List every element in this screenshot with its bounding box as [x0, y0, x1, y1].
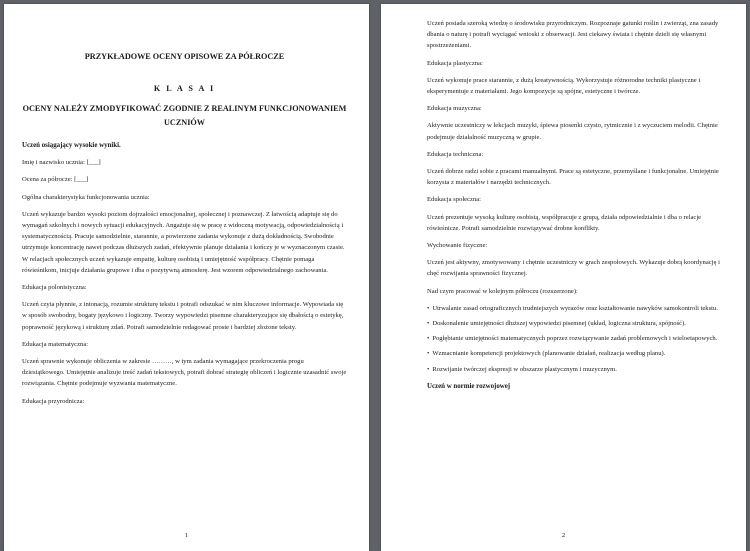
social-education-label: Edukacja społeczna: — [427, 196, 482, 204]
semester-grade-field: Ocena za półrocze: [___] — [22, 176, 89, 184]
math-education-text: Uczeń sprawnie wykonuje obliczenia w zakresie ………, w tym zadania wymagające przekroczenia progu dziesiątkowego. Umiejętnie analizuje treść zadań tekstowych, potrafi dobrać strategię obliczeń i logicznie uzasadnić swoje rozwiązania. Chętnie podejmuje wyzwania matematyczne. — [22, 358, 347, 388]
goal-item: • Wzmacnianie kompetencji projektowych (planowanie działań, realizacja według planu). — [427, 350, 666, 358]
bullet-icon: • — [427, 320, 430, 328]
document-title: PRZYKŁADOWE OCENY OPISOWE ZA PÓŁROCZE — [84, 52, 285, 61]
bullet-icon: • — [427, 350, 430, 358]
music-education-text: Aktywnie uczestniczy w lekcjach muzyki, śpiewa piosenki czysto, rytmicznie i z wyczuciem melodii. Chętnie podejmuje działalność muzyczną w grupie. — [427, 122, 718, 141]
bullet-icon: • — [427, 304, 430, 312]
art-education-label: Edukacja plastyczna: — [427, 59, 483, 67]
bullet-icon: • — [427, 335, 430, 343]
nature-education-label: Edukacja przyrodnicza: — [22, 397, 85, 405]
goal-item: • Pogłębianie umiejętności matematycznych poprzez rozwiązywanie zadań problemowych i wieloetapowych. — [427, 335, 718, 343]
document-page-1 — [4, 4, 369, 551]
polish-education-label: Edukacja polonistyczna: — [22, 284, 87, 292]
physical-education-label: Wychowanie fizyczne: — [427, 242, 488, 250]
page-number: 1 — [184, 532, 189, 539]
polish-education-text: Uczeń czyta płynnie, z intonacją, rozumie strukturę tekstu i potrafi odszukać w nim kluczowe informacje. Wypowiada się w sposób swobodny, bogaty językowo i logiczny. Tworzy wypowiedzi pisemne charakteryzujące się dbałością o estetykę, poprawność językową i strukturę zdań. Potrafi samodzielnie redagować proste i bardziej złożone teksty. — [22, 301, 344, 331]
next-semester-label: Nad czym pracować w kolejnym półroczu (rozszerzone): — [427, 287, 578, 295]
art-education-text: Uczeń wykonuje prace starannie, z dużą kreatywnością. Wykorzystuje różnorodne techniki plastyczne i eksperymentuje z materiałami. Jego kompozycje są spójne, estetyczne i twórcze. — [427, 76, 701, 96]
section-heading: Uczeń osiągający wysokie wyniki. — [22, 142, 121, 149]
class-heading: K L A S A I — [153, 84, 216, 93]
math-education-label: Edukacja matematyczna: — [22, 340, 89, 348]
general-characteristics-label: Ogólna charakterystyka funkcjonowania ucznia: — [22, 193, 150, 201]
section-heading-normal-development: Uczeń w normie rozwojowej — [427, 382, 511, 390]
document-subtitle: OCENY NALEŻY ZMODYFIKOWAĆ ZGODNIE Z REALINYM FUNKCJONOWANIEM UCZNIÓW — [22, 104, 347, 127]
technical-education-text: Uczeń dobrze radzi sobie z pracami manualnymi. Prace są estetyczne, przemyślane i funkcjonalne. Umiejętnie korzysta z materiałów i narzędzi technicznych. — [427, 168, 719, 187]
music-education-label: Edukacja muzyczna: — [427, 105, 482, 113]
document-page-2 — [381, 4, 746, 551]
goal-item: • Rozwijanie twórczej ekspresji w obszarze plastycznym i muzycznym. — [427, 365, 617, 373]
goals-list — [427, 303, 724, 375]
goal-item: • Doskonalenie umiejętności dłuższej wypowiedzi pisemnej (układ, logiczna struktura, spójność). — [427, 320, 686, 328]
nature-education-text: Uczeń posiada szeroką wiedzę o środowisku przyrodniczym. Rozpoznaje gatunki roślin i zwierząt, zna zasady dbania o naturę i potrafi wyciągać wnioski z obserwacji. Jest ciekawy świata i chętnie dzieli się własnymi spostrzeżeniami. — [427, 20, 719, 50]
page-number: 2 — [561, 532, 566, 539]
technical-education-label: Edukacja techniczna: — [427, 150, 484, 158]
bullet-icon: • — [427, 365, 430, 373]
page-2-content — [427, 18, 724, 398]
page-1-content — [22, 50, 347, 413]
general-characteristics-text-1: Uczeń wykazuje bardzo wysoki poziom dojrzałości emocjonalnej, społecznej i poznawczej. Z łatwością adaptuje się do wymagań szkolnych i nowych sytuacji edukacyjnych. Angażuje się w pracę z widoczną motywacją, odpowiedzialnością i systematycznością. Pracuje samodzielnie, starannie, a powierzone zadania wykonuje z dużą dokładnością. Swobodnie utrzymuje koncentrację nawet podczas dłuższych zadań, efektywnie planuje działania i kończy je w wyznaczonym czasie. — [22, 210, 345, 252]
student-name-field: Imię i nazwisko ucznia: [___] — [22, 159, 101, 167]
social-education-text: Uczeń prezentuje wysoką kulturę osobistą, współpracuje z grupą, działa odpowiedzialnie i dba o relacje rówieśnicze. Potrafi samodzielnie rozwiązywać drobne konflikty. — [427, 213, 702, 232]
goal-item: • Utrwalanie zasad ortograficznych trudniejszych wyrazów oraz kształtowanie nawyków samokontroli tekstu. — [427, 304, 718, 312]
general-characteristics-text-2: W relacjach społecznych uczeń wykazuje empatię, kulturę osobistą i umiejętność współpracy. Chętnie pomaga rówieśnikom, inicjuje działania grupowe i dba o pozytywną atmosferę. Jest wzorem odpowiedzialnego zachowania. — [22, 255, 328, 274]
physical-education-text: Uczeń jest aktywny, zmotywowany i chętnie uczestniczy w grach zespołowych. Wykazuje dobrą koordynację i chęć rozwijania sprawności fizycznej. — [427, 259, 720, 278]
